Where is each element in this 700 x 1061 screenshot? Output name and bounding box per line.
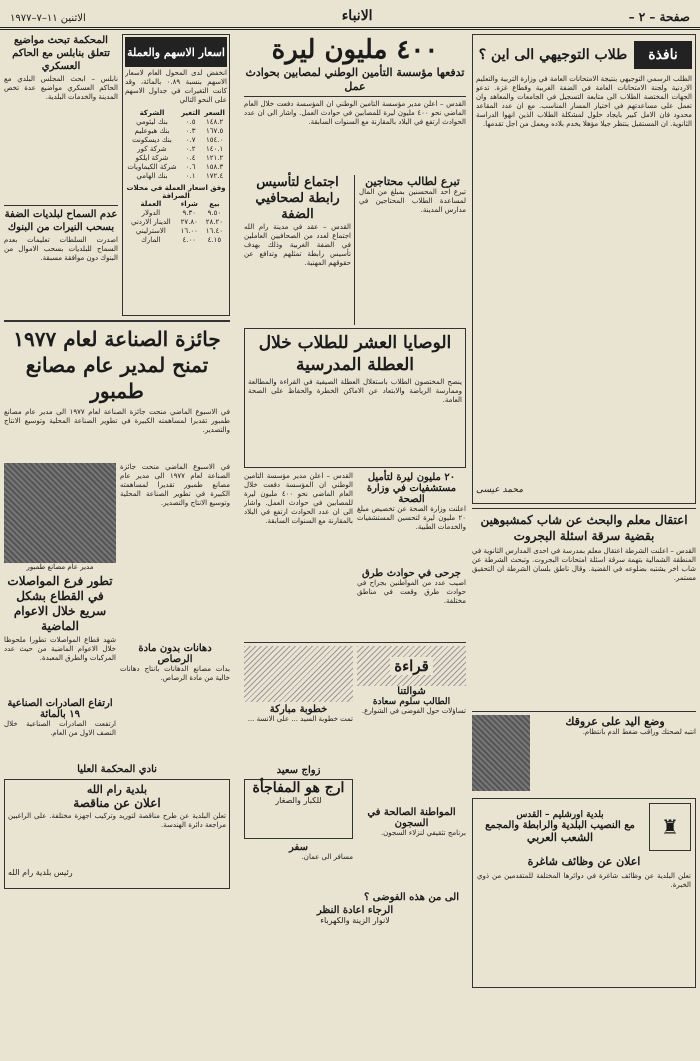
article-body: اصدرت السلطات تعليمات بعدم السماح للبلديات بسحب الاموال من البنوك دون موافقة مسبقة. [4,236,118,262]
article-body: في الاسبوع الماضي منحت جائزة الصناعة لعام ١٩٧٧ الى مدير عام مصانع طمبور تقديرا لمساهمته الكبيرة في تطوير الصناعة المحلية وتوسيع الانتاج والتصدير. [4,408,230,434]
table-header: السعر [204,109,225,117]
stock-table [125,109,227,181]
cell: بنك الهامي [136,172,168,180]
table-row [125,236,227,245]
article-title: الرجاء اعادة النظر [316,905,394,916]
ad-line: مع النصيب البلدية والرابطة والمجمع [485,820,635,831]
illustration [244,646,353,702]
article-title: عدم السماح لبلديات الضفة بسحب النيرات من البنوك [4,209,118,233]
page-number: صفحة – ٢ – [628,10,690,24]
article-title: اجتماع لتأسيس رابطة لصحافيي الضفة [255,175,340,222]
photo [472,715,530,791]
table-header: بيع [209,200,220,208]
cell: ٢٧.٨٠ [180,218,198,226]
article-title: وضع اليد على عروقك [565,715,665,728]
advert-title: ارج هو المفاجأة [252,780,345,796]
cell: الدينار الاردني [130,218,171,226]
prices-note: انخفض لدى المحول العام لاسعار الاسهم بنسبة ٠.٨٩ بالمائة، وقد كانت التغيرات في جداول الاسهم على النحو التالي [125,69,227,104]
signature: محمد عيسى [476,485,524,495]
table-header: شراء [180,200,198,208]
issue-date: الاثنين ١١–٧–١٩٧٧ [10,13,86,24]
table-row [125,218,227,227]
column-logo: نافذة [634,41,692,69]
cell: المارك [141,236,161,244]
cell: شركة الكيماويات [127,163,177,171]
cell: ٠.٤ [185,154,196,162]
column-banner [357,646,466,686]
table-row [125,209,227,218]
article-body: تبرع احد المحسنين بمبلغ من المال لمساعدة الطلاب المحتاجين في مدارس المدينة. [359,188,466,214]
prices-box [122,34,230,316]
right-column [472,34,696,1056]
article-body: بدأت مصانع الدهانات بانتاج دهانات خالية من مادة الرصاص. [120,665,230,682]
cell: شركة كور [137,145,167,153]
left-column [4,34,230,1056]
article-body: القدس – عقد في مدينة رام الله اجتماع لعدد من الصحافيين العاملين في الضفة الغربية وذلك بهدف تأسيس رابطة تمثلهم وتدافع عن حقوقهم المهنية. [244,223,351,267]
tender-notice [4,779,230,889]
table-row [125,136,227,145]
subheadline: تدفعها مؤسسة التأمين الوطني لمصابين بحوادث عمل [244,66,466,97]
article-title: ٢٠ مليون ليرة لتأميل مستشفيات في وزارة الصحة [366,472,457,505]
feature-title: الوصايا العشر للطلاب خلال العطلة المدرسية [258,333,452,375]
cell: ٠.٥ [185,118,196,126]
article-body: شهد قطاع المواصلات تطورا ملحوظا خلال الاعوام الماضية من حيث عدد المركبات والطرق المعبدة. [4,636,116,662]
cell: ١٧٢.٤ [206,172,224,180]
cell: ٠.١ [185,172,196,180]
emblem-icon: ♜ [649,803,691,851]
cell: ١٥٨.٣ [206,163,224,171]
feature-box [244,328,466,468]
article-title: ارتفاع الصادرات الصناعية ١٩ بالمائة [7,698,113,720]
article-title: سفر [289,842,308,853]
article-title: المواطنة الصالحة في السجون [367,807,456,829]
table-row [125,127,227,136]
article-title: خطوبة مباركة [269,704,328,715]
cell: ١٦.٠٠ [180,227,198,235]
cell: ٤.١٥ [207,236,222,244]
article-body: تمت خطوبة السيد ... على الانسة ... [247,715,353,723]
municipality-ad [472,798,696,988]
advert [244,779,353,839]
article-body: في الاسبوع الماضي منحت جائزة الصناعة لعام ١٩٧٧ الى مدير عام مصانع طمبور تقديرا لمساهمته الكبيرة في تطوير الصناعة المحلية وتوسيع الانتاج والتصدير. [120,463,230,507]
lead-text: القدس – اعلن مدير مؤسسة التأمين الوطني ان المؤسسة دفعت خلال العام الماضي نحو ٤٠٠ مليون ليرة للمصابين في حوادث العمل. واشار الى ان عدد الحوادث ارتفع في البلاد بالمقارنة مع السنوات السابقة. [244,100,466,126]
cell: ٠.٧ [185,136,196,144]
cell: بنك هبوعليم [134,127,170,135]
article-title: طلاب التوجيهي الى اين ؟ [478,47,628,63]
table-header: العملة [140,200,162,208]
cell: ١٦.٤٠ [205,227,224,235]
article-title: الى من هذه الفوضى ؟ [364,892,459,903]
notice-signature: رئيس بلدية رام الله [8,868,73,877]
cell: ٠.٢ [185,145,196,153]
cell: ٩.٣٠ [182,209,197,217]
cell: ٤.٠٠ [182,236,197,244]
article-body: اصيب عدد من المواطنين بجراح في حوادث طرق وقعت في مناطق مختلفة. [357,579,466,605]
article-title: تطور فرع المواصلات في القطاع بشكل سريع خلال الاعوام الماضية [7,574,113,633]
cell: الدولار [141,209,161,217]
cell: ١٤٨.٢ [206,118,224,126]
paper-name: الانباء [341,8,373,24]
currency-table [125,200,227,245]
ad-line: لانوار الزينة والكهرباء [320,916,390,925]
cell: بنك ديسكونت [132,136,172,144]
cell: شركة ايلكو [135,154,169,162]
cell: بنك ليئومي [136,118,168,126]
article-body: مسافر الى عمان. [301,853,353,861]
portrait-photo [4,463,116,563]
table-row [125,163,227,172]
column-body: تساؤلات حول الفوضى في الشوارع. [361,707,466,715]
article-body: انتبه لصحتك وراقب ضغط الدم بانتظام. [582,728,696,736]
table-header: التغير [181,109,201,117]
cell: ٠.٣ [185,127,196,135]
table-row [125,118,227,127]
cell: ١٦٧.٥ [206,127,224,135]
article-body: نابلس – ابحث المجلس البلدي مع الحاكم العسكري مواضيع عدة تخص المدينة والخدمات البلدية. [4,75,118,101]
main-headline: جائزة الصناعة لعام ١٩٧٧ [13,327,221,351]
prices-title: اسعار الاسهم والعملة [125,37,227,67]
page-header [0,0,700,30]
article-title: المحكمة تبحث مواضيع تتعلق بنابلس مع الحاكم العسكري [12,35,110,72]
cell: ٩.٥٠ [207,209,222,217]
cell: الاسترليني [135,227,166,235]
ad-line: الشعب العربي [526,831,594,844]
main-headline: تمنح لمدير عام مصانع طمبور [25,353,209,403]
article-title: نادي المحكمة العليا [77,764,157,775]
column-banner-title: قراءة [390,657,433,675]
article-body: القدس – اعلنت الشرطة اعتقال معلم بمدرسة في احدى المدارس الثانوية في المنطقة الشمالية بتهمة سرقة اسئلة امتحانات البجروت. وتبحث الشرطة عن شاب اخر يشتبه بضلوعه في القضية. وقال ناطق بلسان الشرطة ان التحقيق مستمر. [472,547,696,582]
ad-title: بلدية اورشليم – القدس [516,810,604,820]
cell: ١٢١.٢ [206,154,224,162]
notice-body: تعلن البلدية عن طرح مناقصة لتوريد وتركيب اجهزة مختلفة. على الراغبين مراجعة دائرة الهندسة. [8,812,226,829]
article-title: اعتقال معلم والبحث عن شاب كمشبوهين بقضية سرقة اسئلة البجروت [480,513,688,543]
table-row [125,172,227,181]
article-body: برنامج تثقيفي لنزلاء السجون. [380,829,466,837]
table-row [125,154,227,163]
cell: ١٥٤.٠ [206,136,224,144]
opinion-box [472,34,696,504]
currency-title: وفق اسعار العملة في محلات الصرافة [126,184,226,200]
cell: ٠.٦ [185,163,196,171]
article-title: تبرع لطالب محتاجين [365,175,460,188]
advert-sub: للكبار والصغار [275,796,322,805]
feature-body: ينصح المختصون الطلاب باستغلال العطلة الصيفية في القراءة والمطالعة وممارسة الرياضة والابتعاد عن الاماكن الخطرة والحفاظ على الصحة العامة. [248,378,462,404]
column-subtitle: شوالتنا [397,686,426,697]
photo-caption: مدير عام مصانع طمبور [26,563,94,571]
notice-subtitle: اعلان عن مناقصة [73,796,161,810]
column-heading: الطالب سلوم سعادة [372,697,451,707]
article-body: ارتفعت الصادرات الصناعية خلال النصف الاول من العام. [4,720,116,737]
cell: ١٤٠.١ [206,145,224,153]
ad-body: تعلن البلدية عن وظائف شاغرة في دوائرها المختلفة للمتقدمين من ذوي الخبرة. [477,872,691,889]
cell: ٢٨.٢٠ [205,218,224,226]
article-body: الطلب الرسمي التوجيهي بنتيجة الامتحانات العامة في وزارة التربية والتعليم الاردنية ولجنة الامتحانات العامة في الضفة الغربية وقطاع غزة. تدعو الجهات المختصة الطلاب الى متابعة التسجيل في الجامعات والمعاهد وان تعمل على مساعدتهم في اختيار المسار المناسب. مع ان عدد المقاعد محدود فان الامل كبير بايجاد حلول لمشكلة الطلاب الذين انهوا الدراسة الثانوية. ان المستقبل ينتظر جيلا مؤهلا يخدم بلاده ويعمل من اجل تقدمها. [476,75,692,128]
middle-column [244,34,466,1056]
article-title: دهانات بدون مادة الرصاص [138,643,212,665]
table-row [125,227,227,236]
article-title: زواج سعيد [276,765,321,776]
main-headline: ٤٠٠ مليون ليرة [271,35,439,65]
article-body: اعلنت وزارة الصحة عن تخصيص مبلغ ٢٠ مليون ليرة لتحسين المستشفيات والخدمات الطبية. [357,505,466,531]
article-title: جرحى في حوادث طرق [361,568,461,579]
ad-heading: اعلان عن وظائف شاغرة [527,855,641,868]
table-row [125,145,227,154]
article-body: القدس – اعلن مدير مؤسسة التأمين الوطني ان المؤسسة دفعت خلال العام الماضي نحو ٤٠٠ مليون ليرة للمصابين في حوادث العمل. واشار الى ان عدد الحوادث ارتفع في البلاد بالمقارنة مع السنوات السابقة. [244,472,353,525]
table-header: الشركة [139,109,165,117]
notice-title: بلدية رام الله [86,783,148,796]
